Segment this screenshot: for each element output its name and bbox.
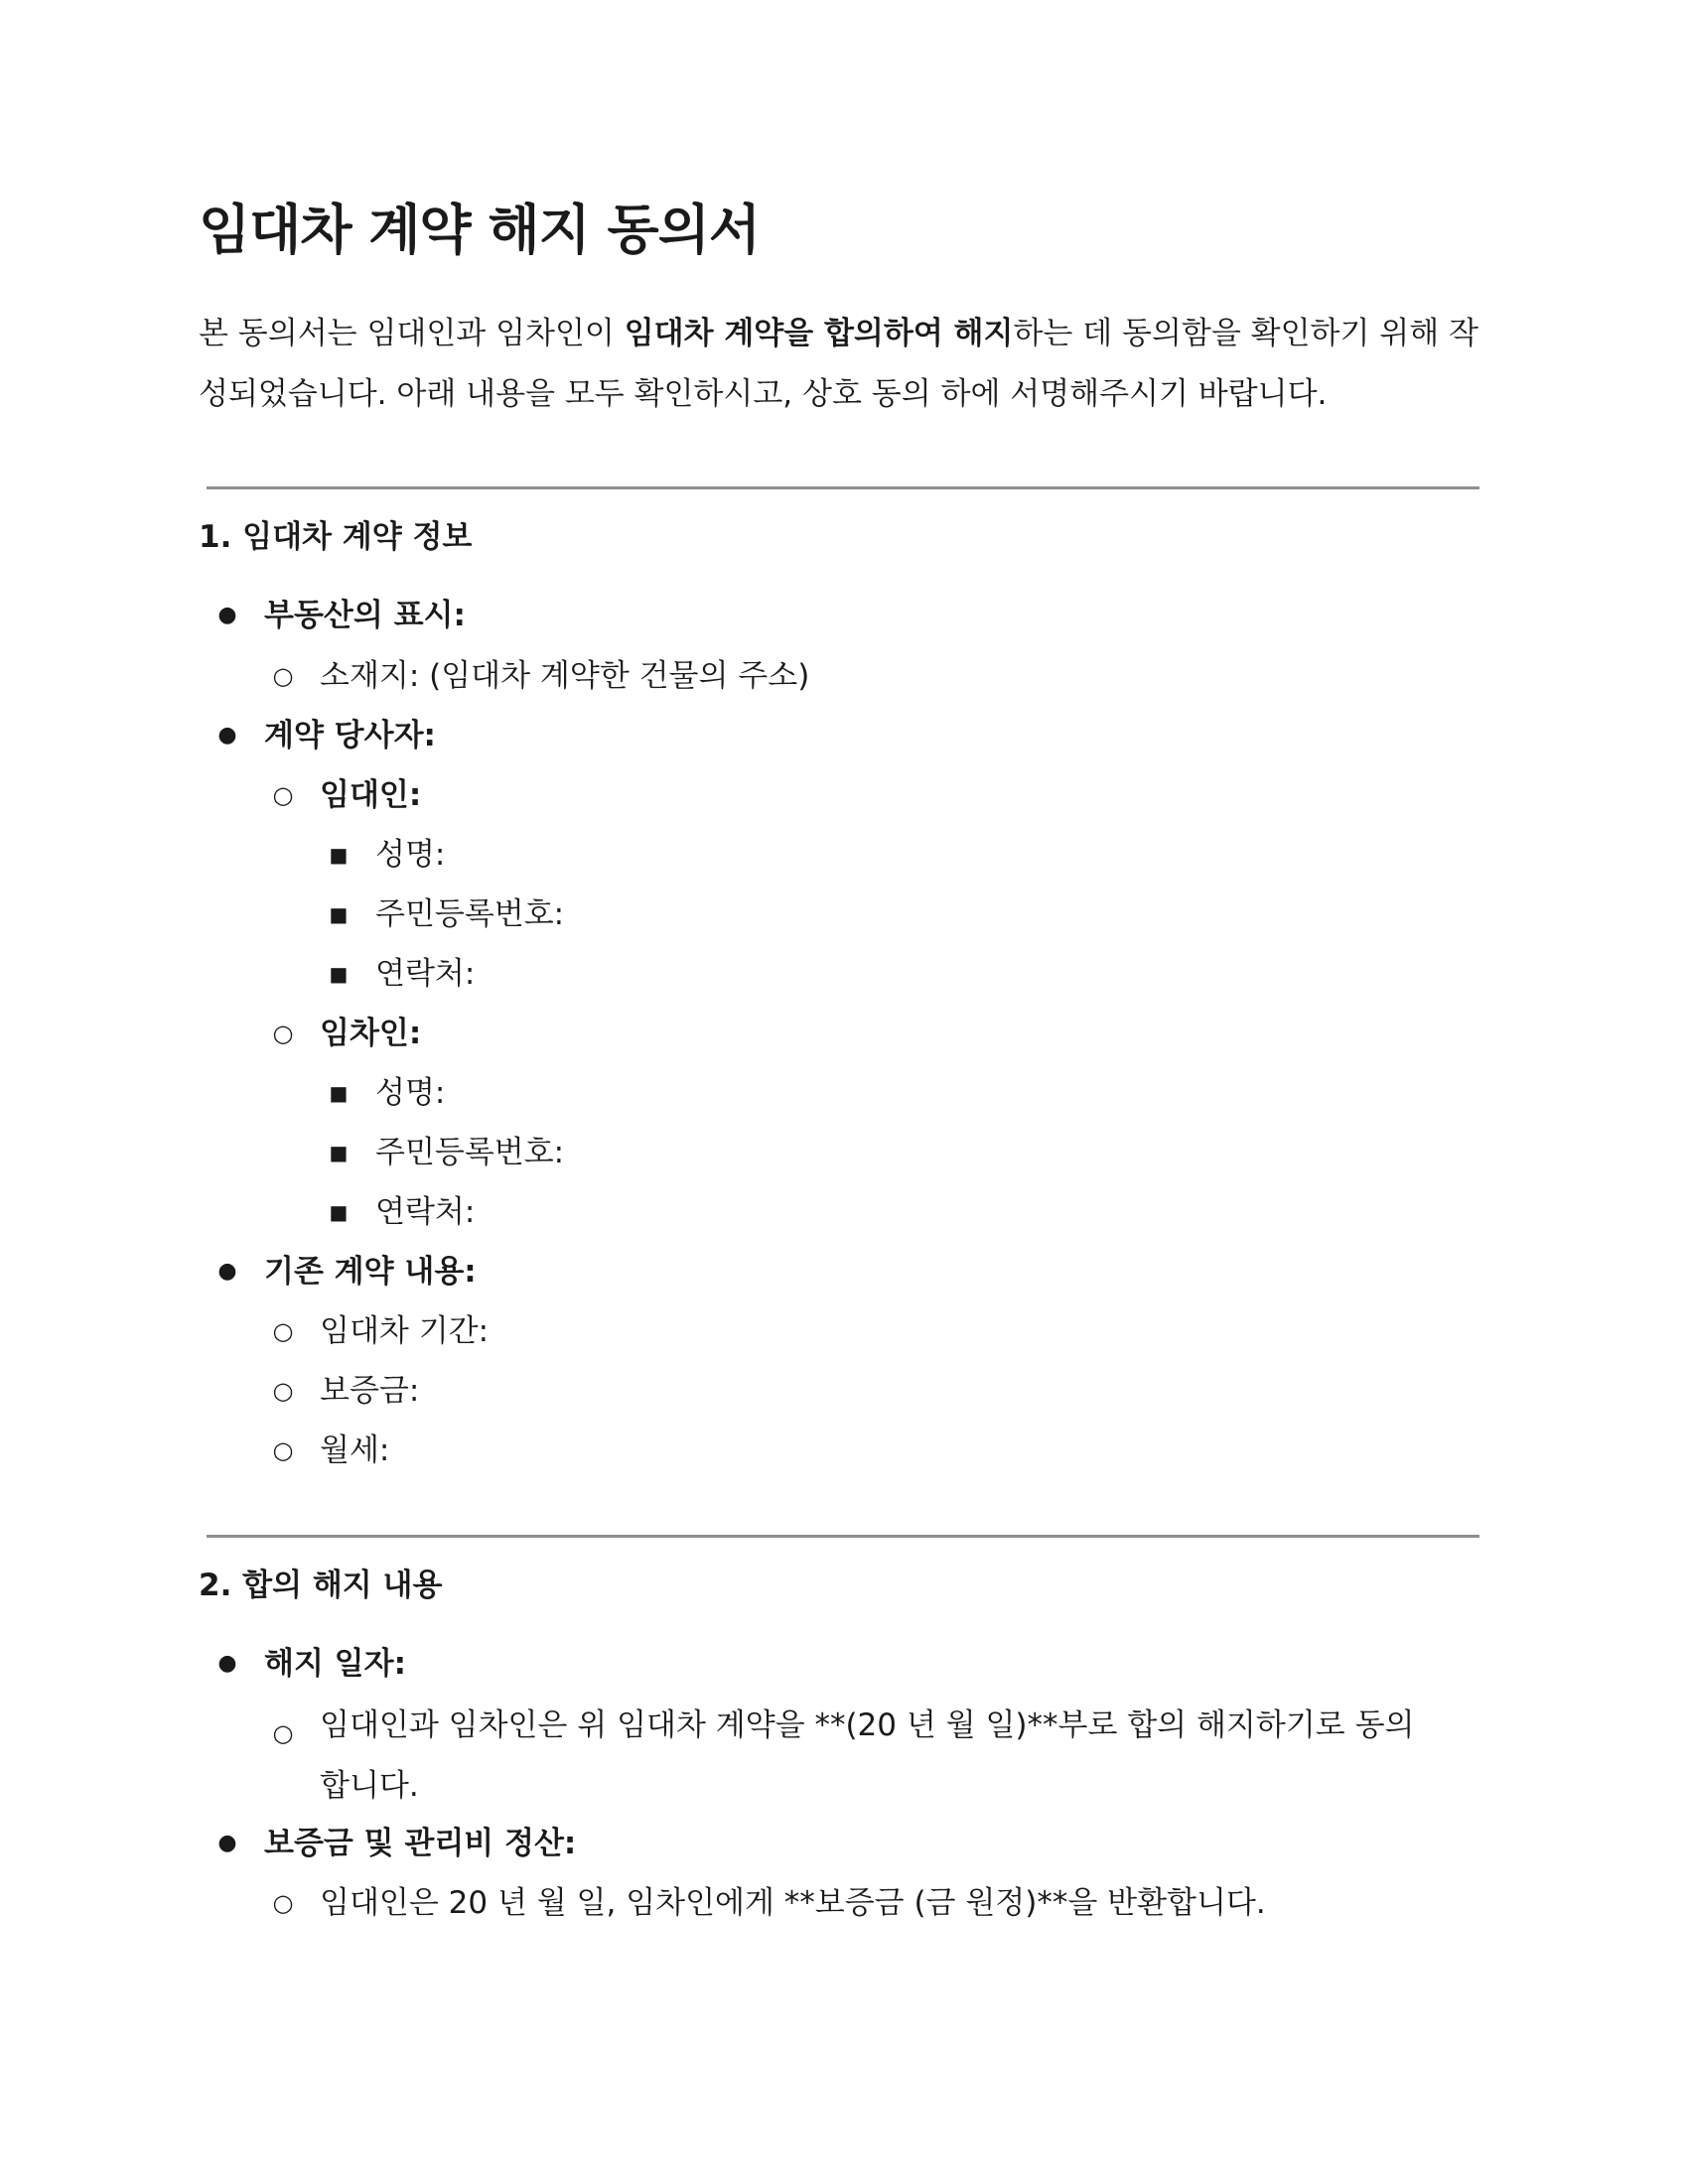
landlord-contact-item [329, 952, 476, 996]
bullet-circle-icon: ○ [272, 1719, 294, 1747]
settlement-label: 보증금 및 관리비 정산: [264, 1826, 577, 1861]
landlord-label: 임대인: [320, 777, 422, 813]
property-item [217, 594, 466, 637]
landlord-id-item [329, 892, 565, 936]
document-title: 임대차 계약 해지 동의서 [199, 199, 761, 261]
settlement-text-item [272, 1881, 1266, 1925]
bullet-circle-icon: ○ [272, 1436, 294, 1464]
lease-period-item [272, 1309, 490, 1353]
tenant-contact-item [329, 1190, 476, 1234]
bullet-disc-icon: ● [217, 1831, 237, 1855]
bullet-square-icon: ■ [329, 1081, 349, 1105]
deposit-item [272, 1369, 420, 1413]
bullet-circle-icon: ○ [272, 781, 294, 809]
parties-item [217, 714, 436, 757]
monthly-rent-label: 월세: [320, 1433, 390, 1468]
existing-contract-label: 기존 계약 내용: [264, 1254, 477, 1290]
intro-text-start: 본 동의서는 임대인과 임차인이 [199, 316, 625, 351]
tenant-name-item [329, 1071, 446, 1115]
tenant-contact-label: 연락처: [375, 1194, 476, 1230]
tenant-name-label: 성명: [375, 1075, 446, 1111]
bullet-circle-icon: ○ [272, 662, 294, 690]
document-page [199, 195, 1489, 425]
bullet-disc-icon: ● [217, 1259, 237, 1284]
location-text: 소재지: (임대차 계약한 건물의 주소) [320, 658, 810, 694]
location-item [272, 654, 810, 698]
termination-date-item [217, 1642, 406, 1686]
parties-label: 계약 당사자: [264, 718, 436, 753]
bullet-disc-icon: ● [217, 1651, 237, 1676]
section-2-title: 2. 합의 해지 내용 [199, 1568, 443, 1603]
tenant-id-label: 주민등록번호: [375, 1135, 565, 1170]
landlord-name-item [329, 833, 446, 877]
divider-2 [207, 1535, 1479, 1538]
bullet-disc-icon: ● [217, 603, 237, 627]
bullet-square-icon: ■ [329, 1200, 349, 1224]
intro-text-end: 하는 데 동의함을 확인하기 위해 작성되었습니다. 아래 내용을 모두 확인하시고, 상호 동의 하에 서명해주시기 바랍니다. [199, 316, 1478, 412]
property-label: 부동산의 표시: [264, 598, 466, 633]
existing-contract-item [217, 1250, 477, 1294]
divider-1 [207, 486, 1479, 489]
bullet-square-icon: ■ [329, 843, 349, 867]
bullet-circle-icon: ○ [272, 1317, 294, 1345]
tenant-item [272, 1012, 422, 1055]
deposit-label: 보증금: [320, 1373, 420, 1409]
bullet-circle-icon: ○ [272, 1889, 294, 1917]
bullet-disc-icon: ● [217, 723, 237, 748]
intro-text-bold: 임대차 계약을 합의하여 해지 [624, 316, 1014, 351]
settlement-item [217, 1822, 577, 1865]
termination-date-label: 해지 일자: [264, 1646, 406, 1682]
settlement-text: 임대인은 20 년 월 일, 임차인에게 **보증금 (금 원정)**을 반환합니다. [320, 1885, 1266, 1921]
bullet-square-icon: ■ [329, 1141, 349, 1164]
termination-date-text: 임대인과 임차인은 위 임대차 계약을 **(20 년 월 일)**부로 합의 해지하기로 동의합니다. [320, 1707, 1415, 1804]
landlord-contact-label: 연락처: [375, 956, 476, 992]
termination-date-text-item [272, 1696, 1432, 1817]
section-1-title: 1. 임대차 계약 정보 [199, 519, 473, 555]
tenant-id-item [329, 1131, 565, 1174]
bullet-square-icon: ■ [329, 962, 349, 986]
tenant-label: 임차인: [320, 1016, 422, 1051]
landlord-name-label: 성명: [375, 837, 446, 873]
bullet-circle-icon: ○ [272, 1020, 294, 1047]
intro-paragraph [199, 304, 1479, 425]
bullet-square-icon: ■ [329, 902, 349, 926]
bullet-circle-icon: ○ [272, 1377, 294, 1405]
lease-period-label: 임대차 기간: [320, 1313, 490, 1349]
landlord-item [272, 773, 422, 817]
monthly-rent-item [272, 1429, 390, 1472]
landlord-id-label: 주민등록번호: [375, 896, 565, 932]
